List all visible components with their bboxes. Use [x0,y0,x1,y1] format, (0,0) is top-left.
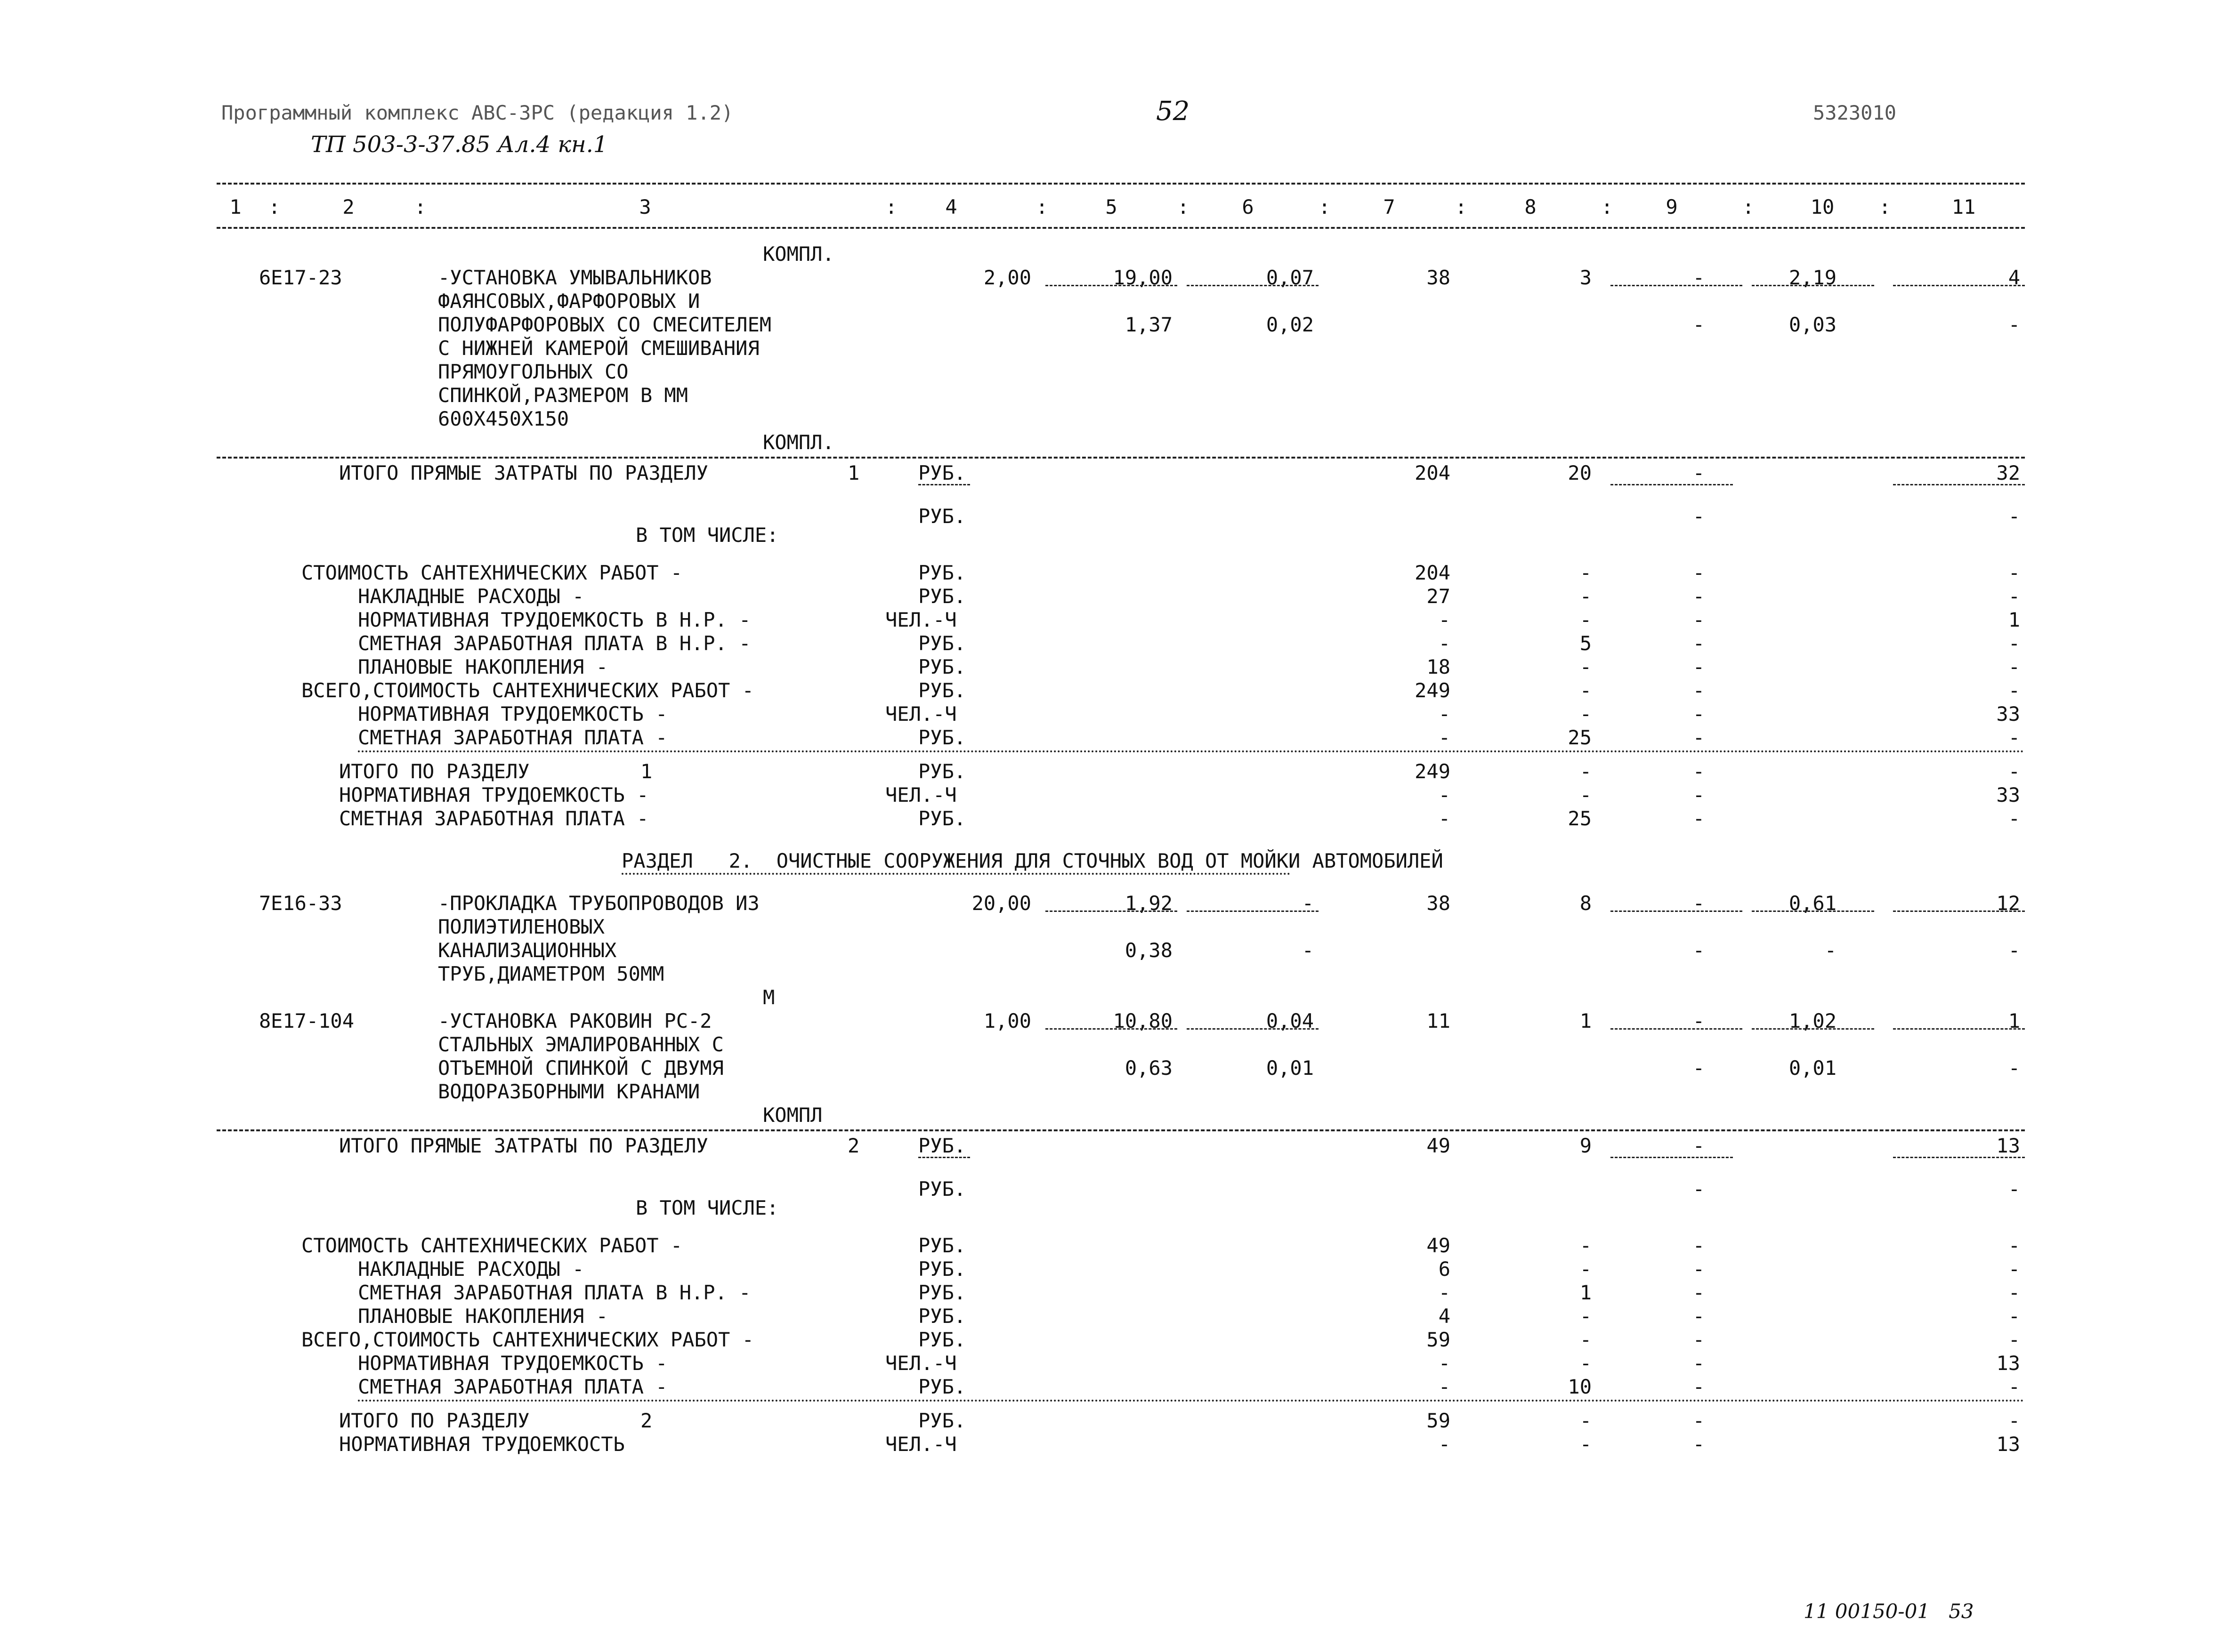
machine-cost: - [1692,632,1705,655]
item-description-line: ВОДОРАЗБОРНЫМИ КРАНАМИ [438,1080,700,1103]
total-labor-wage: - [2008,1056,2020,1080]
machine-cost: - [1692,266,1705,289]
item-code: Е17-23 [271,266,342,289]
machine-cost: - [1692,892,1705,915]
unit-label: РУБ. [918,461,966,484]
section-rule [217,457,2025,459]
subtotal-rule [1893,1028,2025,1030]
total-labor: 13 [1996,1433,2020,1456]
section-total-rule [358,750,2025,752]
total-cost: 38 [1426,892,1450,915]
total-labor: 13 [1996,1352,2020,1375]
total-cost: 18 [1426,655,1450,678]
unit-label: РУБ. [918,807,966,830]
unit-labor: 0,07 [1266,266,1314,289]
section-total-rule [358,1400,2025,1402]
breakdown-label: СМЕТНАЯ ЗАРАБОТНАЯ ПЛАТА - [358,1375,668,1398]
total-cost: - [1438,807,1450,830]
column-number: 7 [1383,195,1395,218]
section-number: 1 [640,760,653,783]
subtotal-rule [1893,1157,2025,1158]
machine-cost: - [1692,807,1705,830]
total-labor: - [2008,1375,2020,1398]
total-labor: - [2008,655,2020,678]
subtotal-rule [1893,484,2025,485]
total-labor: - [2008,679,2020,702]
item-description-line: СТАЛЬНЫХ ЭМАЛИРОВАННЫХ С [438,1033,724,1056]
breakdown-label: ВСЕГО,СТОИМОСТЬ САНТЕХНИЧЕСКИХ РАБОТ - [301,679,754,702]
subtotal-rule [1893,911,2025,912]
subtotal-rule [1610,1157,1733,1158]
labor-hours: 1,02 [1788,1009,1837,1032]
unit-label: РУБ. [918,632,966,655]
total-labor: - [2008,1328,2020,1351]
column-number: 10 [1810,195,1835,218]
machine-cost: - [1692,585,1705,608]
column-number: 11 [1951,195,1976,218]
unit-price: 10,80 [1113,1009,1173,1032]
breakdown-label: ВСЕГО,СТОИМОСТЬ САНТЕХНИЧЕСКИХ РАБОТ - [301,1328,754,1351]
total-cost: 4 [1438,1305,1450,1328]
breakdown-label: СТОИМОСТЬ САНТЕХНИЧЕСКИХ РАБОТ - [301,1234,683,1257]
machine-cost: - [1692,1409,1705,1432]
total-labor-wage: - [2008,1177,2020,1201]
column-separator: : [1177,195,1189,218]
subtotal-rule [1187,285,1319,286]
total-labor: - [2008,807,2020,830]
unit-label: КОМПЛ [763,1104,823,1127]
item-number: 8 [259,1009,271,1032]
direct-cost-label: ИТОГО ПРЯМЫЕ ЗАТРАТЫ ПО РАЗДЕЛУ [339,1134,708,1157]
breakdown-label: СТОИМОСТЬ САНТЕХНИЧЕСКИХ РАБОТ - [301,561,683,584]
unit-label: РУБ. [918,1257,966,1281]
column-separator: : [1879,195,1891,218]
unit-label: РУБ. [918,760,966,783]
unit-label: ЧЕЛ.-Ч [885,1352,957,1375]
column-separator: : [1742,195,1755,218]
machine-cost: - [1692,1328,1705,1351]
total-wage: - [1579,608,1592,631]
total-labor-wage: - [2008,313,2020,336]
column-separator: : [885,195,898,218]
subtotal-rule [918,1157,970,1158]
document-code: 5323010 [1813,101,1897,124]
subtotal-rule [1045,911,1177,912]
machine-wage: - [1692,1056,1705,1080]
unit-price-wage: 0,38 [1125,939,1173,962]
machine-cost: - [1692,561,1705,584]
item-description-line: ОТЪЕМНОЙ СПИНКОЙ С ДВУМЯ [438,1056,724,1080]
subtotal-rule [1752,285,1874,286]
machine-wage: - [1692,313,1705,336]
unit-label: РУБ. [918,1177,966,1201]
unit-label: РУБ. [918,505,966,528]
machine-cost: - [1692,1281,1705,1304]
machine-wage: - [1692,1177,1705,1201]
machine-cost: - [1692,608,1705,631]
software-title: Программный комплекс АВС-3РС (редакция 1.2) [221,101,734,124]
total-labor: 1 [2008,1009,2020,1032]
total-wage: 1 [1579,1281,1592,1304]
total-cost: 49 [1426,1234,1450,1257]
total-wage: - [1579,1234,1592,1257]
subtotal-rule [1187,1028,1319,1030]
total-wage: 5 [1579,632,1592,655]
unit-label: КОМПЛ. [763,242,834,266]
total-labor: - [2008,632,2020,655]
total-wage: - [1579,1305,1592,1328]
item-description-line: 600Х450Х150 [438,407,569,430]
machine-cost: - [1692,1433,1705,1456]
machine-wage: - [1692,505,1705,528]
item-description-line: ФАЯНСОВЫХ,ФАРФОРОВЫХ И [438,290,700,313]
column-separator: : [268,195,281,218]
unit-label: РУБ. [918,726,966,749]
unit-label: М [763,986,775,1009]
total-wage: - [1579,1257,1592,1281]
unit-price-wage: 0,63 [1125,1056,1173,1080]
breakdown-label: СМЕТНАЯ ЗАРАБОТНАЯ ПЛАТА В Н.Р. - [358,632,751,655]
total-wage: 3 [1579,266,1592,289]
unit-labor-wage: 0,02 [1266,313,1314,336]
total-cost: 59 [1426,1328,1450,1351]
column-separator: : [1319,195,1331,218]
section-total-label: НОРМАТИВНАЯ ТРУДОЕМКОСТЬ [339,1433,625,1456]
machine-cost: - [1692,702,1705,725]
total-labor: 13 [1996,1134,2020,1157]
unit-label: РУБ. [918,1375,966,1398]
breakdown-label: НАКЛАДНЫЕ РАСХОДЫ - [358,1257,584,1281]
total-labor: 12 [1996,892,2020,915]
column-number: 6 [1242,195,1254,218]
labor-wage: - [1824,939,1837,962]
item-description-line: ПОЛИЭТИЛЕНОВЫХ [438,915,605,938]
header-bottom-rule [217,227,2025,229]
total-labor: 33 [1996,783,2020,806]
total-wage: 25 [1568,726,1592,749]
labor-hours: 2,19 [1788,266,1837,289]
subtotal-rule [1610,484,1733,485]
total-cost: - [1438,702,1450,725]
including-label: В ТОМ ЧИСЛЕ: [636,1196,779,1219]
machine-cost: - [1692,679,1705,702]
machine-cost: - [1692,1352,1705,1375]
total-cost: - [1438,1433,1450,1456]
subtotal-rule [1752,1028,1874,1030]
item-code: Е17-104 [271,1009,355,1032]
section-title: РАЗДЕЛ 2. ОЧИСТНЫЕ СООРУЖЕНИЯ ДЛЯ СТОЧНЫХ ВОД ОТ МОЙКИ АВТОМОБИЛЕЙ [622,849,1443,872]
unit-label: РУБ. [918,1328,966,1351]
breakdown-label: СМЕТНАЯ ЗАРАБОТНАЯ ПЛАТА В Н.Р. - [358,1281,751,1304]
subtotal-rule [1045,285,1177,286]
item-description-line: -УСТАНОВКА РАКОВИН РС-2 [438,1009,712,1032]
subtotal-rule [1610,911,1742,912]
unit-labor-wage: - [1302,939,1314,962]
total-wage: - [1579,1352,1592,1375]
unit-labor-wage: 0,01 [1266,1056,1314,1080]
item-description-line: С НИЖНЕЙ КАМЕРОЙ СМЕШИВАНИЯ [438,337,760,360]
section-title-underline [622,873,1290,875]
machine-cost: - [1692,1305,1705,1328]
unit-label: КОМПЛ. [763,431,834,454]
machine-cost: - [1692,1257,1705,1281]
total-labor: - [2008,1234,2020,1257]
total-labor: 32 [1996,461,2020,484]
unit-label: РУБ. [918,1305,966,1328]
total-labor: 1 [2008,608,2020,631]
unit-label: ЧЕЛ.-Ч [885,783,957,806]
unit-label: РУБ. [918,561,966,584]
total-labor: 4 [2008,266,2020,289]
total-cost: 38 [1426,266,1450,289]
item-quantity: 1,00 [983,1009,1031,1032]
total-wage: 25 [1568,807,1592,830]
subtotal-rule [1187,911,1319,912]
total-cost: - [1438,1352,1450,1375]
total-cost: - [1438,1281,1450,1304]
machine-cost: - [1692,655,1705,678]
machine-cost: - [1692,1234,1705,1257]
breakdown-label: НОРМАТИВНАЯ ТРУДОЕМКОСТЬ - [358,1352,668,1375]
item-description-line: ПОЛУФАРФОРОВЫХ СО СМЕСИТЕЛЕМ [438,313,772,336]
item-description-line: ПРЯМОУГОЛЬНЫХ СО [438,360,629,383]
page-number: 52 [1156,96,1190,127]
unit-labor: 0,04 [1266,1009,1314,1032]
machine-cost: - [1692,726,1705,749]
total-wage: 9 [1579,1134,1592,1157]
machine-cost: - [1692,1134,1705,1157]
subtotal-rule [1893,285,2025,286]
unit-label: РУБ. [918,679,966,702]
total-wage: - [1579,760,1592,783]
total-wage: - [1579,585,1592,608]
direct-cost-label: ИТОГО ПРЯМЫЕ ЗАТРАТЫ ПО РАЗДЕЛУ [339,461,708,484]
unit-label: РУБ. [918,1134,966,1157]
unit-labor: - [1302,892,1314,915]
column-separator: : [1036,195,1048,218]
total-wage: - [1579,702,1592,725]
unit-label: РУБ. [918,655,966,678]
section-number: 2 [848,1134,860,1157]
column-number: 8 [1524,195,1537,218]
column-number: 4 [945,195,957,218]
total-wage: - [1579,1409,1592,1432]
total-cost: 204 [1415,461,1450,484]
total-wage: - [1579,1433,1592,1456]
total-labor-wage: - [2008,939,2020,962]
labor-wage: 0,01 [1788,1056,1837,1080]
column-separator: : [1455,195,1467,218]
breakdown-label: НОРМАТИВНАЯ ТРУДОЕМКОСТЬ В Н.Р. - [358,608,751,631]
item-code: Е16-33 [271,892,342,915]
total-wage: - [1579,679,1592,702]
total-cost: - [1438,783,1450,806]
total-cost: - [1438,632,1450,655]
machine-cost: - [1692,760,1705,783]
project-reference: ТП 503-3-37.85 Ал.4 кн.1 [311,131,608,158]
column-separator: : [414,195,427,218]
including-label: В ТОМ ЧИСЛЕ: [636,524,779,547]
section-total-label: ИТОГО ПО РАЗДЕЛУ [339,760,530,783]
section-total-label: СМЕТНАЯ ЗАРАБОТНАЯ ПЛАТА - [339,807,649,830]
subtotal-rule [1610,285,1742,286]
header-top-rule [217,183,2025,185]
section-rule [217,1129,2025,1131]
column-number: 2 [342,195,355,218]
unit-label: РУБ. [918,1281,966,1304]
total-cost: 204 [1415,561,1450,584]
total-cost: 249 [1415,679,1450,702]
total-cost: 11 [1426,1009,1450,1032]
subtotal-rule [1045,1028,1177,1030]
labor-hours: 0,61 [1788,892,1837,915]
total-cost: - [1438,1375,1450,1398]
subtotal-rule [1610,1028,1742,1030]
machine-cost: - [1692,783,1705,806]
total-labor: - [2008,1305,2020,1328]
subtotal-rule [918,484,970,485]
labor-wage: 0,03 [1788,313,1837,336]
machine-cost: - [1692,461,1705,484]
column-separator: : [1601,195,1613,218]
total-wage: - [1579,561,1592,584]
item-quantity: 20,00 [971,892,1031,915]
total-cost: - [1438,726,1450,749]
unit-price: 1,92 [1125,892,1173,915]
column-number: 1 [229,195,242,218]
total-labor: - [2008,1257,2020,1281]
total-labor: 33 [1996,702,2020,725]
total-labor: - [2008,1409,2020,1432]
breakdown-label: НОРМАТИВНАЯ ТРУДОЕМКОСТЬ - [358,702,668,725]
total-wage: 20 [1568,461,1592,484]
item-number: 6 [259,266,271,289]
total-cost: 49 [1426,1134,1450,1157]
total-labor-wage: - [2008,505,2020,528]
item-description-line: -УСТАНОВКА УМЫВАЛЬНИКОВ [438,266,712,289]
total-wage: 10 [1568,1375,1592,1398]
total-cost: - [1438,608,1450,631]
total-cost: 59 [1426,1409,1450,1432]
total-labor: - [2008,561,2020,584]
unit-label: ЧЕЛ.-Ч [885,1433,957,1456]
unit-label: РУБ. [918,1409,966,1432]
total-wage: - [1579,783,1592,806]
breakdown-label: НАКЛАДНЫЕ РАСХОДЫ - [358,585,584,608]
total-labor: - [2008,1281,2020,1304]
unit-label: ЧЕЛ.-Ч [885,608,957,631]
item-quantity: 2,00 [983,266,1031,289]
breakdown-label: ПЛАНОВЫЕ НАКОПЛЕНИЯ - [358,1305,608,1328]
section-total-label: НОРМАТИВНАЯ ТРУДОЕМКОСТЬ - [339,783,649,806]
machine-cost: - [1692,1375,1705,1398]
item-description-line: СПИНКОЙ,РАЗМЕРОМ В ММ [438,384,688,407]
total-wage: 1 [1579,1009,1592,1032]
breakdown-label: СМЕТНАЯ ЗАРАБОТНАЯ ПЛАТА - [358,726,668,749]
total-cost: 6 [1438,1257,1450,1281]
machine-wage: - [1692,939,1705,962]
total-cost: 27 [1426,585,1450,608]
total-labor: - [2008,726,2020,749]
machine-cost: - [1692,1009,1705,1032]
section-number: 1 [848,461,860,484]
item-description-line: ТРУБ,ДИАМЕТРОМ 50ММ [438,962,664,985]
footer-note: 11 00150-01 53 [1804,1600,1974,1623]
total-labor: - [2008,585,2020,608]
unit-label: РУБ. [918,585,966,608]
unit-label: ЧЕЛ.-Ч [885,702,957,725]
item-number: 7 [259,892,271,915]
subtotal-rule [1752,911,1874,912]
total-labor: - [2008,760,2020,783]
item-description-line: -ПРОКЛАДКА ТРУБОПРОВОДОВ ИЗ [438,892,760,915]
total-wage: - [1579,655,1592,678]
section-total-label: ИТОГО ПО РАЗДЕЛУ [339,1409,530,1432]
column-number: 9 [1666,195,1678,218]
section-number: 2 [640,1409,653,1432]
breakdown-label: ПЛАНОВЫЕ НАКОПЛЕНИЯ - [358,655,608,678]
column-number: 3 [639,195,651,218]
unit-price: 19,00 [1113,266,1173,289]
item-description-line: КАНАЛИЗАЦИОННЫХ [438,939,617,962]
column-number: 5 [1105,195,1117,218]
total-wage: - [1579,1328,1592,1351]
total-cost: 249 [1415,760,1450,783]
unit-label: РУБ. [918,1234,966,1257]
unit-price-wage: 1,37 [1125,313,1173,336]
total-wage: 8 [1579,892,1592,915]
